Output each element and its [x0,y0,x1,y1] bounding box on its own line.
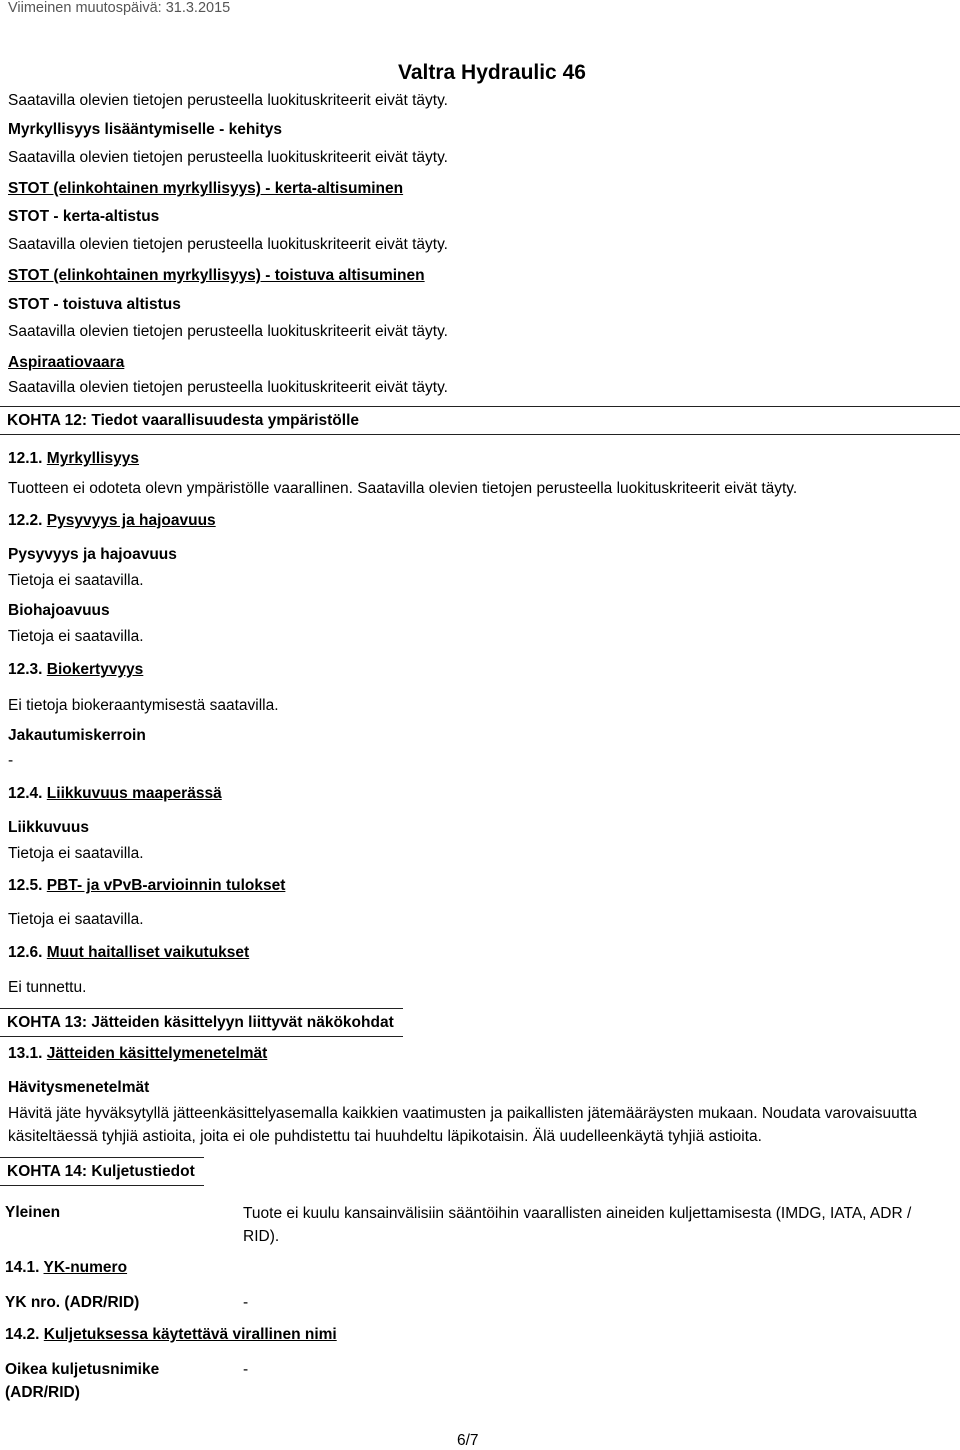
subsection-number: 12.4. [8,785,43,802]
subsection-title: Myrkyllisyys [46,450,140,467]
reproductive-toxicity-heading: Myrkyllisyys lisääntymiselle - kehitys [8,121,282,138]
section-12-header [0,406,960,435]
subsection-14-1-heading [5,1259,127,1277]
persistence-text: Tietoja ei saatavilla. [8,572,144,589]
subsection-title: Jätteiden käsittelymenetelmät [46,1045,268,1062]
stot-single-heading: STOT (elinkohtainen myrkyllisyys) - kerta-altisuminen [8,180,404,197]
stot-repeated-heading: STOT (elinkohtainen myrkyllisyys) - toistuva altisuminen [8,267,425,284]
section-14-title: KOHTA 14: Kuljetustiedot [7,1162,195,1180]
biodegradability-text: Tietoja ei saatavilla. [8,628,144,645]
criteria-not-met-text: Saatavilla olevien tietojen perusteella luokituskriteerit eivät täyty. [8,236,448,253]
document-title: Valtra Hydraulic 46 [398,61,586,84]
subsection-12-3-heading [8,661,143,679]
general-label: Yleinen [5,1204,61,1221]
other-effects-text: Ei tunnettu. [8,979,87,996]
persistence-subheading: Pysyvyys ja hajoavuus [8,546,177,563]
subsection-number: 12.3. [8,661,43,678]
subsection-title: PBT- ja vPvB-arvioinnin tulokset [46,877,286,894]
subsection-title: YK-numero [43,1259,128,1276]
pbt-text: Tietoja ei saatavilla. [8,911,144,928]
shipping-name-value: - [243,1361,249,1378]
partition-coefficient-subheading: Jakautumiskerroin [8,727,146,744]
criteria-not-met-text: Saatavilla olevien tietojen perusteella luokituskriteerit eivät täyty. [8,149,448,166]
bioaccumulation-text: Ei tietoja biokeraantymisestä saatavilla. [8,697,279,714]
criteria-not-met-text: Saatavilla olevien tietojen perusteella luokituskriteerit eivät täyty. [8,323,448,340]
subsection-number: 12.1. [8,450,43,467]
page-number: 6/7 [457,1432,479,1449]
section-14-header [0,1157,204,1186]
criteria-not-met-text: Saatavilla olevien tietojen perusteella luokituskriteerit eivät täyty. [8,379,448,396]
shipping-name-label-line1: Oikea kuljetusnimike [5,1361,160,1378]
un-number-value: - [243,1294,249,1311]
subsection-number: 14.2. [5,1326,40,1343]
subsection-12-1-heading [8,450,139,468]
aspiration-hazard-heading: Aspiraatiovaara [8,354,125,371]
criteria-not-met-text: Saatavilla olevien tietojen perusteella luokituskriteerit eivät täyty. [8,92,448,109]
subsection-number: 13.1. [8,1045,43,1062]
shipping-name-label-line2: (ADR/RID) [5,1384,80,1401]
subsection-12-5-heading [8,877,285,895]
general-text: Tuote ei kuulu kansainvälisiin sääntöihin vaarallisten aineiden kuljettamisesta (IMDG, IATA, ADR / RID). [243,1205,912,1245]
subsection-number: 14.1. [5,1259,40,1276]
subsection-title: Kuljetuksessa käytettävä virallinen nimi [43,1326,337,1343]
disposal-methods-text: Hävitä jäte hyväksytyllä jätteenkäsittelyasemalla kaikkien vaatimusten ja paikallisten jätemääräysten mukaan. Noudata varovaisuutta käsiteltäessä tyhjiä astioita, joita ei ole puhdistettu tai huuhdeltu läpikotaisin. Älä uudelleenkäytä tyhjiä astioita. [8,1105,917,1145]
subsection-14-2-heading [5,1326,337,1344]
stot-repeated-subheading: STOT - toistuva altistus [8,296,181,313]
subsection-title: Liikkuvuus maaperässä [46,785,222,802]
subsection-title: Muut haitalliset vaikutukset [46,944,250,961]
subsection-13-1-heading [8,1045,267,1063]
un-number-label: YK nro. (ADR/RID) [5,1294,140,1311]
subsection-12-4-heading [8,785,222,803]
stot-single-subheading: STOT - kerta-altistus [8,208,160,225]
partition-coefficient-value: - [8,752,14,769]
toxicity-text: Tuotteen ei odoteta olevn ympäristölle vaarallinen. Saatavilla olevien tietojen perusteella luokituskriteerit eivät täyty. [8,480,798,497]
biodegradability-subheading: Biohajoavuus [8,602,110,619]
subsection-12-6-heading [8,944,249,962]
section-13-title: KOHTA 13: Jätteiden käsittelyyn liittyvät näkökohdat [7,1013,394,1031]
subsection-number: 12.5. [8,877,43,894]
subsection-number: 12.6. [8,944,43,961]
section-13-header [0,1008,403,1037]
subsection-title: Biokertyvyys [46,661,144,678]
mobility-subheading: Liikkuvuus [8,819,89,836]
section-12-title: KOHTA 12: Tiedot vaarallisuudesta ympäristölle [7,411,360,429]
disposal-methods-subheading: Hävitysmenetelmät [8,1079,150,1096]
mobility-text: Tietoja ei saatavilla. [8,845,144,862]
subsection-12-2-heading [8,512,216,530]
subsection-number: 12.2. [8,512,43,529]
last-revision-date: Viimeinen muutospäivä: 31.3.2015 [8,0,231,16]
subsection-title: Pysyvyys ja hajoavuus [46,512,216,529]
